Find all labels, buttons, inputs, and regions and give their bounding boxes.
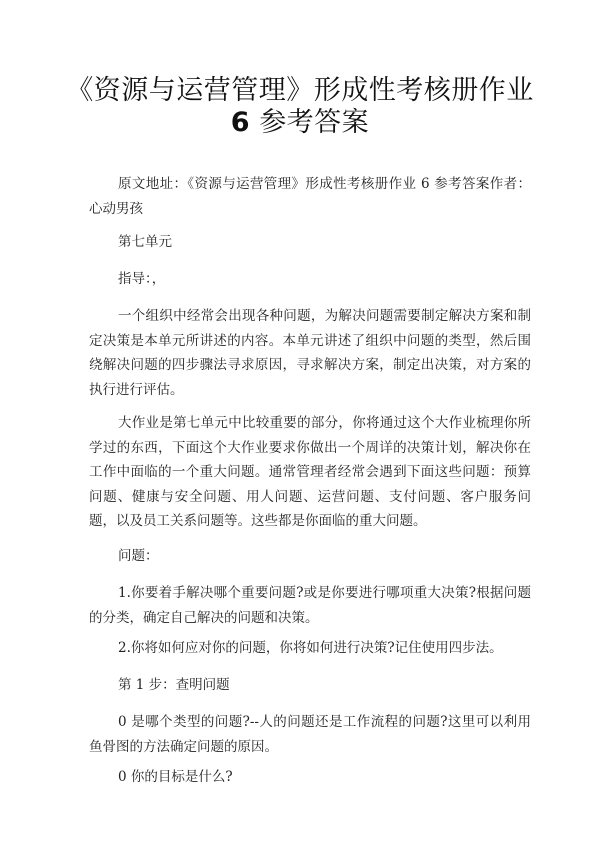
document-title-line-2 xyxy=(40,105,560,141)
question-1: 1.你要着手解决哪个重要问题?或是你要进行哪项重大决策?根据问题的分类，确定自己解决的问题和决策。 xyxy=(89,585,531,626)
document-title-line-1: 《资源与运营管理》形成性考核册作业 xyxy=(66,75,534,106)
section-heading: 第七单元 xyxy=(118,234,172,250)
source-attribution: 原文地址：《资源与运营管理》形成性考核册作业 6 参考答案作者：心动男孩 xyxy=(89,176,531,217)
question-2: 2.你将如何应对你的问题，你将如何进行决策?记住使用四步法。 xyxy=(118,640,503,656)
intro-paragraph: 一个组织中经常会出现各种问题，为解决问题需要制定解决方案和制定决策是本单元所讲述的内容。本单元讲述了组织中问题的类型，然后围绕解决问题的四步骤法寻求原因，寻求解决方案，制定出决策，对方案的执行进行评估。 xyxy=(89,308,531,398)
title-suffix: 参考答案 xyxy=(259,107,370,138)
step-1-heading: 第 1 步：查明问题 xyxy=(118,677,230,693)
step-1-item-1: 0 是哪个类型的问题?--人的问题还是工作流程的问题?这里可以利用鱼骨图的方法确定问题的原因。 xyxy=(89,714,531,755)
step-1-item-2: 0 你的目标是什么? xyxy=(118,769,233,785)
guidance-label: 指导：， xyxy=(118,271,166,287)
title-number: 6 xyxy=(230,107,251,138)
questions-label: 问题： xyxy=(118,548,159,564)
assignment-paragraph: 大作业是第七单元中比较重要的部分，你将通过这个大作业梳理你所学过的东西，下面这个大作业要求你做出一个周详的决策计划，解决你在工作中面临的一个重大问题。通常管理者经常会遇到下面这些问题：预算问题、健康与安全问题、用人问题、运营问题、支付问题、客户服务问题，以及员工关系问题等。这些都是你面临的重大问题。 xyxy=(89,415,531,529)
